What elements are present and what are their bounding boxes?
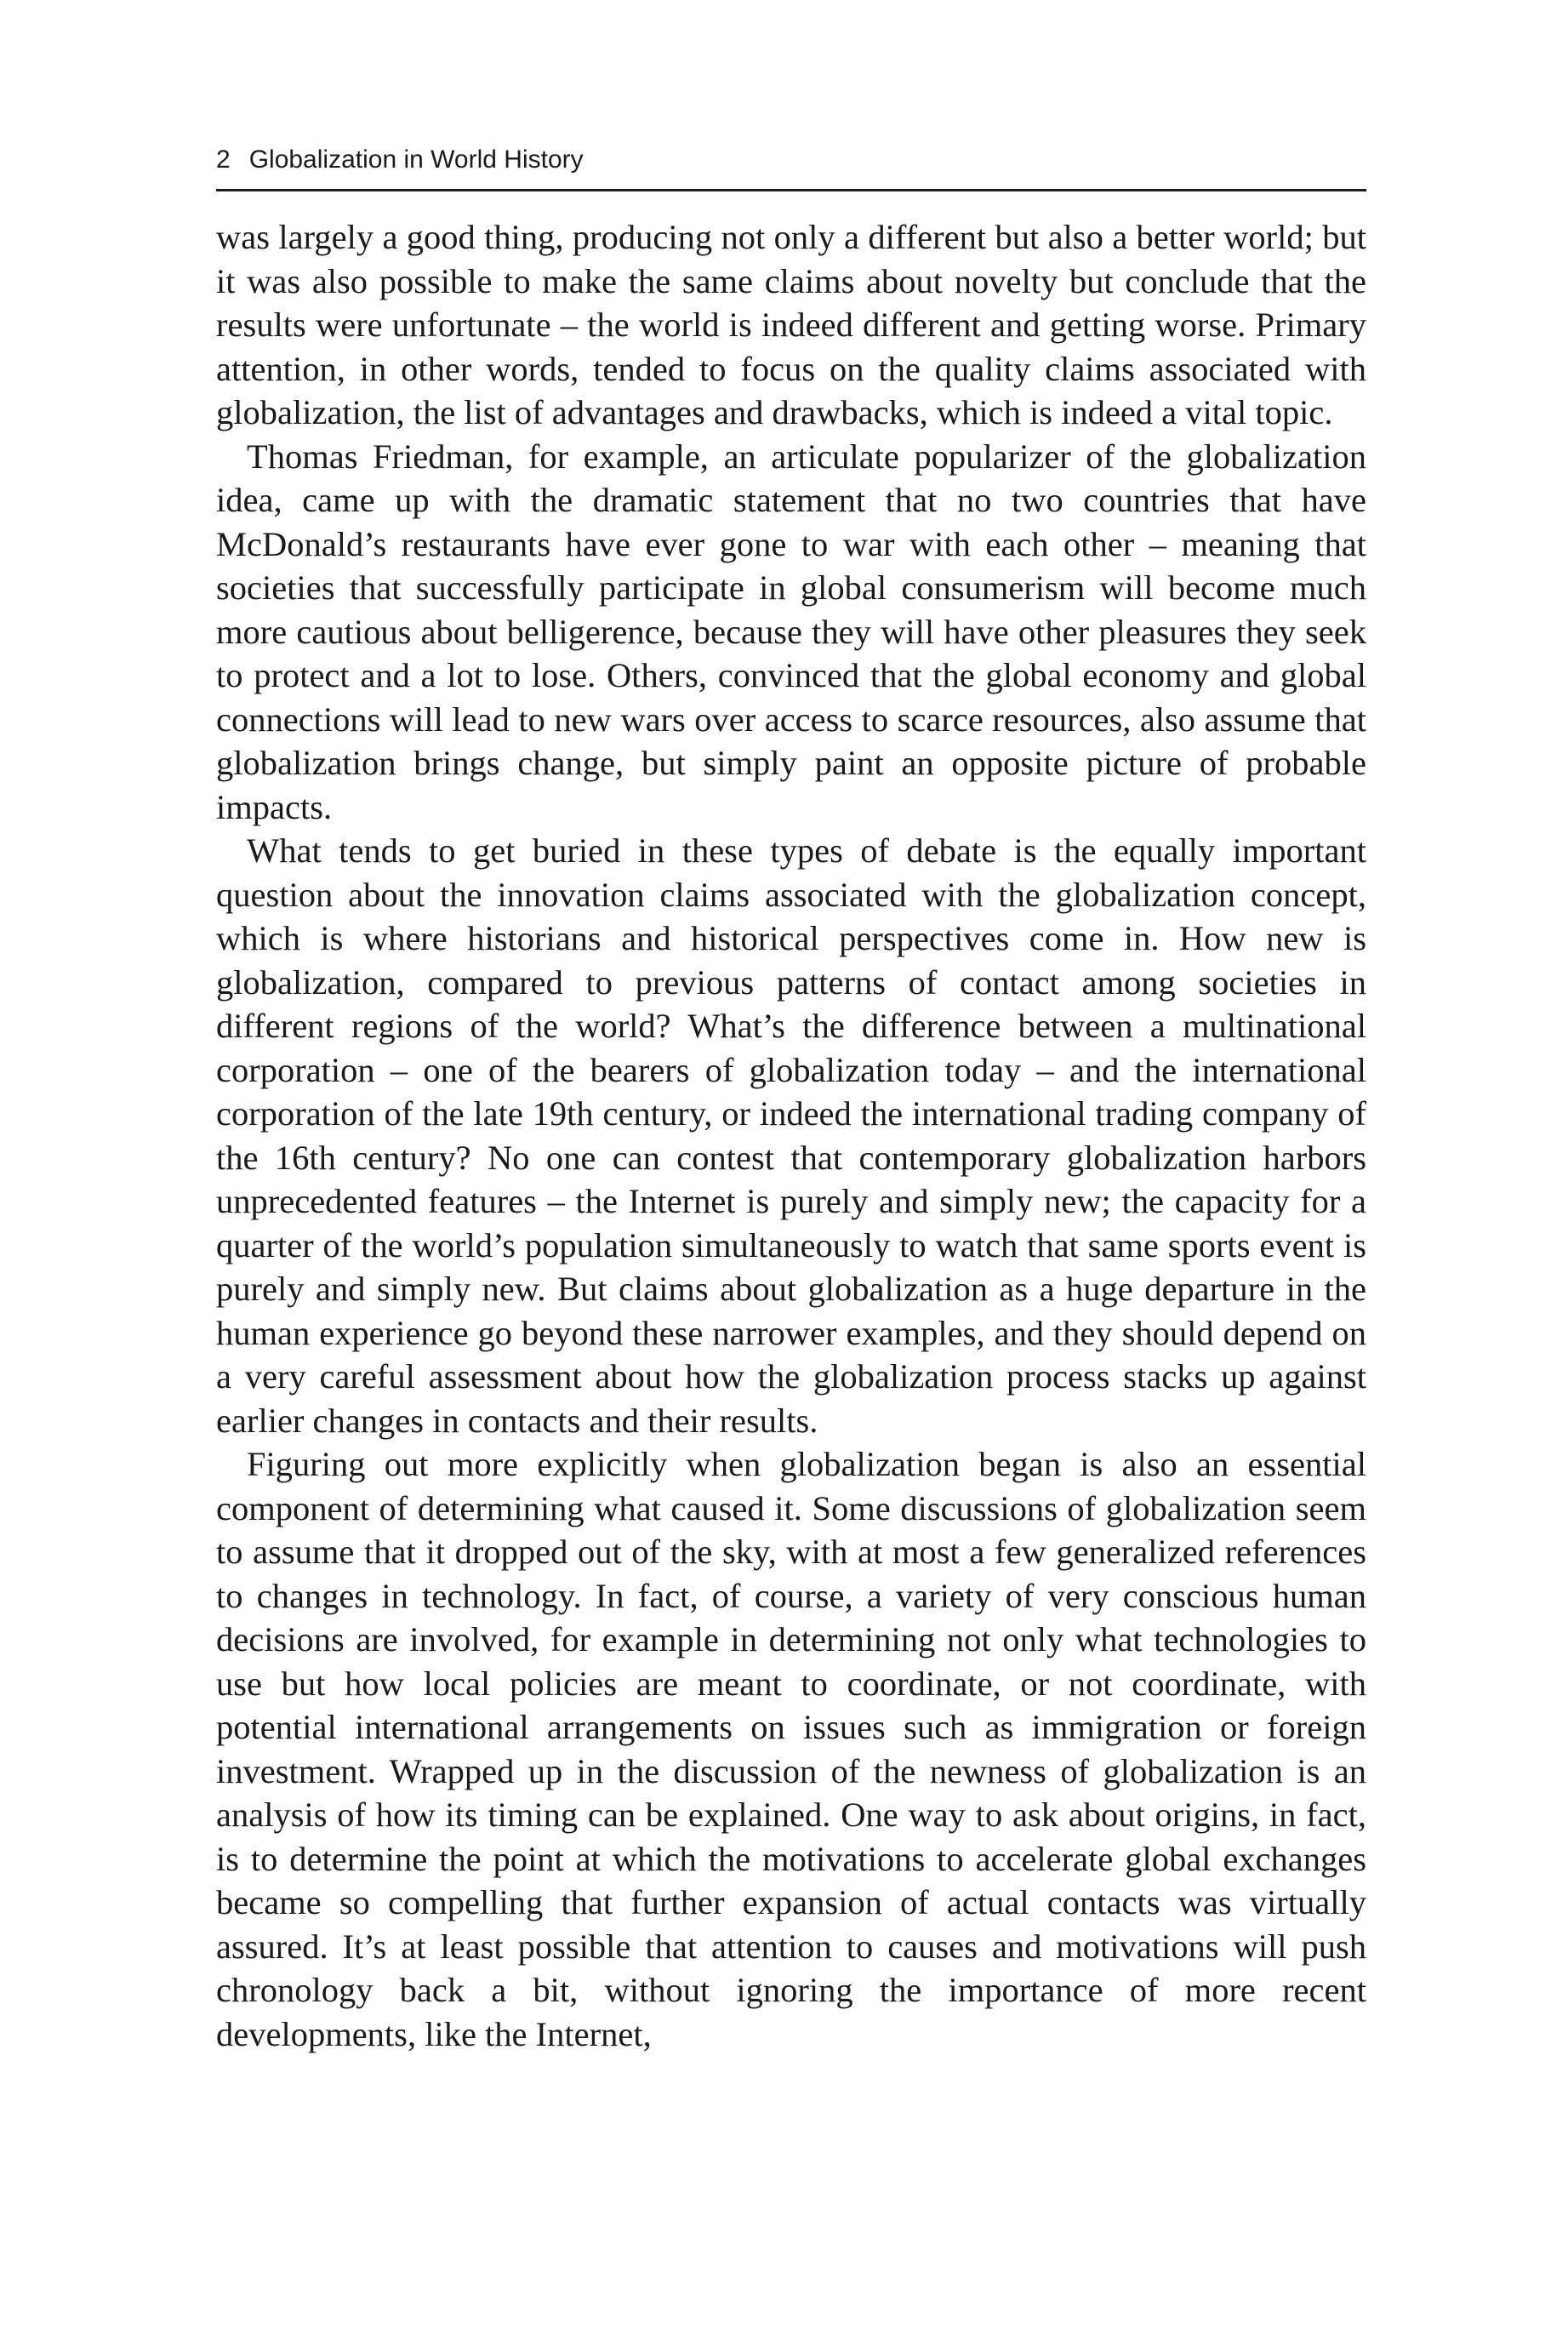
- paragraph-continued: was largely a good thing, producing not only a different but also a better world; but it was also possible to make the same claims about novelty but conclude that the results were unfortunate – the world is indeed different and getting worse. Primary attention, in other words, tended to focus on the quality claims associated with globalization, the list of advantages and drawbacks, which is indeed a vital topic.: [216, 218, 1366, 431]
- paragraph-innovation-claims: What tends to get buried in these types of debate is the equally important question about the innovation claims associated with the globalization concept, which is where historians and historical perspectives come in. How new is globalization, compared to previous patterns of contact among societies in different regions of the world? What’s the difference between a multinational corporation – one of the bearers of globalization today – and the international corporation of the late 19th century, or indeed the international trading company of the 16th century? No one can contest that contemporary globalization harbors unprecedented features – the Internet is purely and simply new; the capacity for a quarter of the world’s population simultaneously to watch that same sports event is purely and simply new. But claims about globalization as a huge departure in the human experience go beyond these narrower examples, and they should depend on a very careful assessment about how the globalization process stacks up against earlier changes in contacts and their results.: [216, 831, 1366, 1440]
- paragraph-friedman: Thomas Friedman, for example, an articulate popularizer of the globalization idea, came up with the dramatic statement that no two countries that have McDonald’s restaurants have ever gone to war with each other – meaning that societies that successfully participate in global consumerism will become much more cautious about belligerence, because they will have other pleasures they seek to protect and a lot to lose. Others, convinced that the global economy and global connections will lead to new wars over access to scarce resources, also assume that globalization brings change, but simply paint an opposite picture of probable impacts.: [216, 437, 1366, 826]
- running-head-title: Globalization in World History: [248, 146, 584, 174]
- running-head: [216, 143, 1366, 191]
- paragraph-origins: Figuring out more explicitly when globalization began is also an essential component of determining what caused it. Some discussions of globalization seem to assume that it dropped out of the sky, with at most a few generalized references to changes in technology. In fact, of course, a variety of very conscious human decisions are involved, for example in determining not only what technologies to use but how local policies are meant to coordinate, or not coordinate, with potential international arrangements on issues such as immigration or foreign investment. Wrapped up in the discussion of the newness of globalization is an analysis of how its timing can be explained. One way to ask about origins, in fact, is to determine the point at which the motivations to accelerate global exchanges became so compelling that further expansion of actual contacts was virtually assured. It’s at least possible that attention to causes and motivations will push chronology back a bit, without ignoring the importance of more recent developments, like the Internet,: [216, 1445, 1366, 2053]
- body-text: [216, 215, 1366, 2056]
- book-page: [216, 143, 1366, 2056]
- page-number: 2: [216, 146, 231, 174]
